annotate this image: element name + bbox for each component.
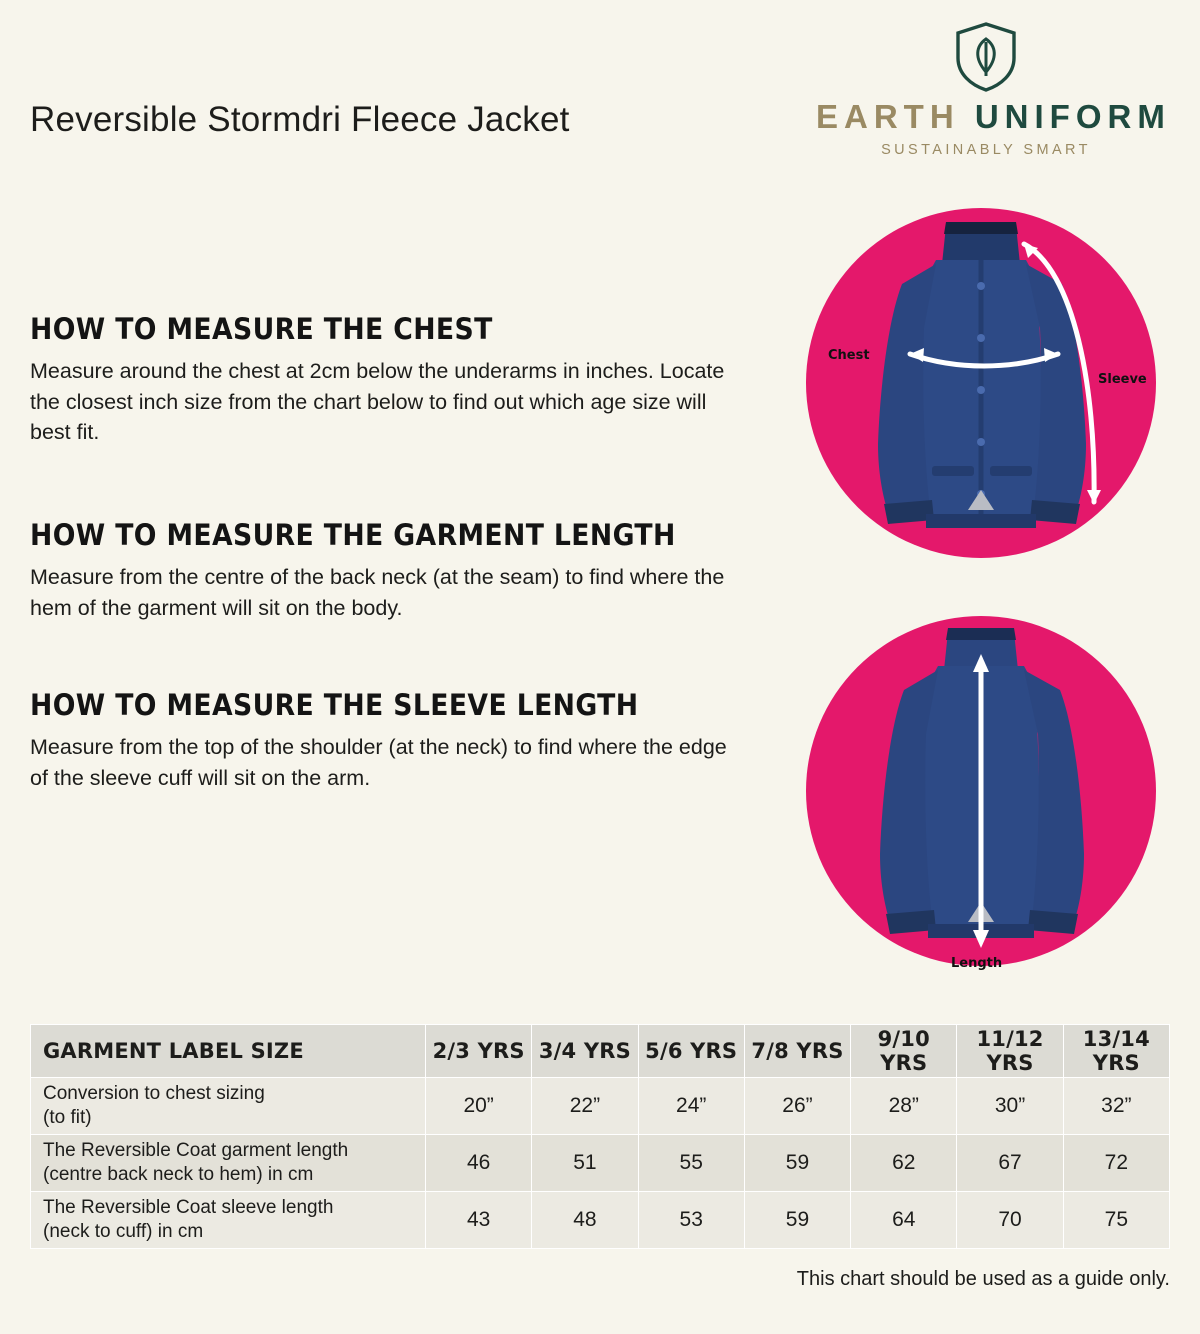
cell-sleeve-3: 53: [638, 1192, 744, 1249]
row-label-line1: Conversion to chest sizing: [43, 1083, 265, 1105]
size-chart-body: [31, 1078, 1170, 1249]
cell-chest-4: 26”: [744, 1078, 850, 1135]
table-header-size-5: 9/10 YRS: [851, 1025, 957, 1078]
sleeve-measure-label: Sleeve: [1098, 372, 1147, 387]
howto-garment-length-heading: HOW TO MEASURE THE GARMENT LENGTH: [30, 518, 676, 552]
cell-sleeve-4: 59: [744, 1192, 850, 1249]
cell-length-2: 51: [532, 1135, 638, 1192]
row-label-garment-length: [31, 1135, 426, 1192]
howto-sleeve-length-heading: HOW TO MEASURE THE SLEEVE LENGTH: [30, 688, 639, 722]
table-header-label: GARMENT LABEL SIZE: [31, 1025, 426, 1078]
brand-name: [816, 98, 1171, 136]
cell-chest-3: 24”: [638, 1078, 744, 1135]
cell-length-5: 62: [851, 1135, 957, 1192]
cell-length-6: 67: [957, 1135, 1063, 1192]
cell-length-3: 55: [638, 1135, 744, 1192]
chart-footnote: This chart should be used as a guide only.: [796, 1268, 1170, 1290]
cell-sleeve-5: 64: [851, 1192, 957, 1249]
table-row: [31, 1192, 1170, 1249]
brand-name-earth: EARTH: [816, 98, 960, 135]
size-chart-head: [31, 1025, 1170, 1078]
row-label-chest-conversion: [31, 1078, 426, 1135]
cell-length-4: 59: [744, 1135, 850, 1192]
brand-tagline: SUSTAINABLY SMART: [881, 142, 1091, 158]
brand-name-uniform: UNIFORM: [974, 98, 1171, 135]
cell-chest-2: 22”: [532, 1078, 638, 1135]
howto-chest: [30, 312, 790, 448]
cell-chest-5: 28”: [851, 1078, 957, 1135]
table-header-size-4: 7/8 YRS: [744, 1025, 850, 1078]
howto-sleeve-length: [30, 688, 790, 793]
howto-sleeve-length-body: Measure from the top of the shoulder (at the neck) to find where the edge of the sleeve cuff will sit on the arm.: [30, 735, 727, 790]
cell-sleeve-6: 70: [957, 1192, 1063, 1249]
navy-jacket-back-photo: [806, 616, 1156, 966]
row-label-line2: (centre back neck to hem) in cm: [43, 1164, 314, 1185]
length-measure-label: Length: [951, 956, 1003, 971]
chest-measure-label: Chest: [828, 348, 870, 363]
table-header-size-6: 11/12 YRS: [957, 1025, 1063, 1078]
jacket-back-illustration: [806, 616, 1156, 971]
cell-sleeve-1: 43: [426, 1192, 532, 1249]
page-title: Reversible Stormdri Fleece Jacket: [30, 100, 570, 139]
table-header-size-2: 3/4 YRS: [532, 1025, 638, 1078]
row-label-line2: (to fit): [43, 1107, 92, 1128]
table-header-size-1: 2/3 YRS: [426, 1025, 532, 1078]
cell-sleeve-7: 75: [1063, 1192, 1169, 1249]
row-label-sleeve-length: [31, 1192, 426, 1249]
row-label-line1: The Reversible Coat garment length: [43, 1140, 349, 1162]
howto-chest-heading: HOW TO MEASURE THE CHEST: [30, 312, 493, 346]
table-header-size-3: 5/6 YRS: [638, 1025, 744, 1078]
cell-sleeve-2: 48: [532, 1192, 638, 1249]
table-header-row: [31, 1025, 1170, 1078]
cell-length-1: 46: [426, 1135, 532, 1192]
row-label-line2: (neck to cuff) in cm: [43, 1221, 204, 1242]
table-row: [31, 1135, 1170, 1192]
cell-chest-1: 20”: [426, 1078, 532, 1135]
cell-chest-7: 32”: [1063, 1078, 1169, 1135]
cell-chest-6: 30”: [957, 1078, 1063, 1135]
howto-garment-length-body: Measure from the centre of the back neck (at the seam) to find where the hem of the garment will sit on the body.: [30, 565, 725, 620]
howto-garment-length: [30, 518, 790, 623]
cell-length-7: 72: [1063, 1135, 1169, 1192]
leaf-shield-icon: [954, 22, 1018, 92]
jacket-front-illustration: [806, 208, 1156, 558]
howto-chest-body: Measure around the chest at 2cm below the underarms in inches. Locate the closest inch size from the chart below to find out which age size will best fit.: [30, 359, 725, 445]
brand-logo: [816, 22, 1171, 158]
size-chart-table: [30, 1024, 1170, 1249]
table-header-size-7: 13/14 YRS: [1063, 1025, 1169, 1078]
row-label-line1: The Reversible Coat sleeve length: [43, 1197, 334, 1219]
table-row: [31, 1078, 1170, 1135]
